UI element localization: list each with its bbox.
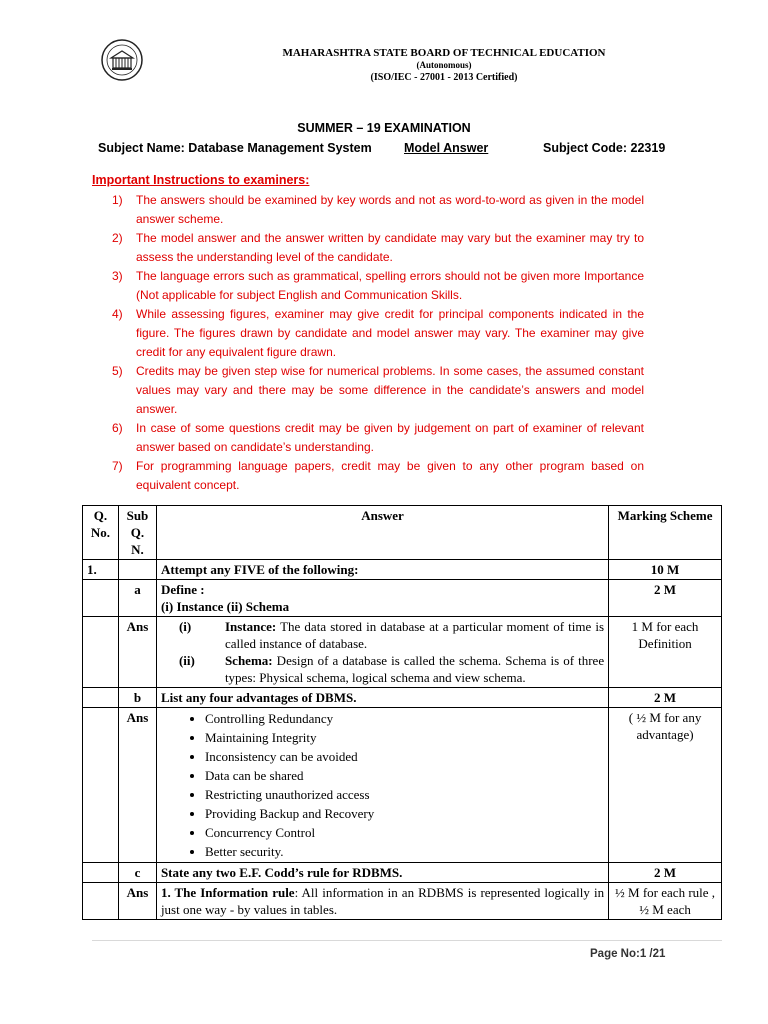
qc-sub: c	[118, 863, 156, 883]
qa-sub: a	[118, 580, 156, 617]
qc-scheme: ½ M for each rule , ½ M each	[609, 883, 722, 920]
qb-ans-label: Ans	[118, 708, 156, 863]
q1-text: Attempt any FIVE of the following:	[156, 560, 608, 580]
instruction-item: 7) For programming language papers, credit may be given to any other program based on equivalent concept.	[112, 459, 644, 492]
list-item: • Concurrency Control	[205, 823, 604, 842]
instruction-item: 6) In case of some questions credit may be given by judgement on part of examiner of relevant answer based on candidate’s understanding.	[112, 421, 644, 454]
header-answer: Answer	[156, 506, 608, 560]
model-answer-label: Model Answer	[404, 141, 489, 155]
qa-question: Define : (i) Instance (ii) Schema	[156, 580, 608, 617]
subject-code: Subject Code: 22319	[543, 141, 666, 155]
qc-marks: 2 M	[609, 863, 722, 883]
page-number: Page No:1 /21	[590, 948, 666, 960]
q1-marks: 10 M	[609, 560, 722, 580]
list-item: • Better security.	[205, 842, 604, 861]
table-row	[83, 617, 722, 688]
q1-no: 1.	[83, 560, 119, 580]
list-item: • Data can be shared	[205, 766, 604, 785]
instructions-list	[112, 191, 644, 495]
qa-answer: (i) Instance: The data stored in database at a particular moment of time is called instance of database. (ii) Schema: Design of a database is called the schema. Schema is of three types: Physical schema, logical schema and view schema.	[156, 617, 608, 688]
qa-ans-label: Ans	[118, 617, 156, 688]
exam-title: SUMMER – 19 EXAMINATION	[297, 121, 471, 135]
board-name: MAHARASHTRA STATE BOARD OF TECHNICAL EDUCATION	[282, 47, 606, 59]
table-row	[83, 688, 722, 708]
footer-divider	[92, 940, 722, 941]
list-item: • Controlling Redundancy	[205, 709, 604, 728]
header-subq: Sub Q. N.	[118, 506, 156, 560]
qc-question: State any two E.F. Codd’s rule for RDBMS.	[156, 863, 608, 883]
qb-marks: 2 M	[609, 688, 722, 708]
instructions-title: Important Instructions to examiners:	[92, 173, 310, 187]
list-item: • Restricting unauthorized access	[205, 785, 604, 804]
qa-scheme: 1 M for each Definition	[609, 617, 722, 688]
advantages-list	[161, 709, 604, 861]
qb-question: List any four advantages of DBMS.	[156, 688, 608, 708]
table-row	[83, 883, 722, 920]
header-qno: Q. No.	[83, 506, 119, 560]
qb-answer	[156, 708, 608, 863]
list-item: • Maintaining Integrity	[205, 728, 604, 747]
board-autonomous: (Autonomous)	[416, 60, 472, 70]
qc-answer: 1. The Information rule: All information in an RDBMS is represented logically in just one way - by values in tables.	[156, 883, 608, 920]
table-row	[83, 708, 722, 863]
subject-name: Subject Name: Database Management System	[98, 141, 372, 155]
table-row	[83, 863, 722, 883]
model-answer-table	[82, 505, 722, 920]
table-row	[83, 560, 722, 580]
list-item: • Providing Backup and Recovery	[205, 804, 604, 823]
table-row	[83, 580, 722, 617]
qc-ans-label: Ans	[118, 883, 156, 920]
qb-sub: b	[118, 688, 156, 708]
table-header-row	[83, 506, 722, 560]
board-certification: (ISO/IEC - 27001 - 2013 Certified)	[370, 72, 518, 83]
q1-sub	[118, 560, 156, 580]
instruction-item: 1) The answers should be examined by key words and not as word-to-word as given in the model answer scheme.	[112, 193, 644, 226]
header-marking: Marking Scheme	[609, 506, 722, 560]
qb-scheme: ( ½ M for any advantage)	[609, 708, 722, 863]
instruction-item: 5) Credits may be given step wise for numerical problems. In some cases, the assumed constant values may vary and there may be some difference in the candidate’s answers and model answer.	[112, 364, 644, 416]
instruction-item: 2) The model answer and the answer written by candidate may vary but the examiner may try to assess the understanding level of the candidate.	[112, 231, 644, 264]
qa-marks: 2 M	[609, 580, 722, 617]
instruction-item: 4) While assessing figures, examiner may give credit for principal components indicated in the figure. The figures drawn by candidate and model answer may vary. The examiner may give credit for any equivalent figure drawn.	[112, 307, 644, 359]
list-item: • Inconsistency can be avoided	[205, 747, 604, 766]
instruction-item: 3) The language errors such as grammatical, spelling errors should not be given more Importance (Not applicable for subject English and Communication Skills.	[112, 269, 644, 302]
